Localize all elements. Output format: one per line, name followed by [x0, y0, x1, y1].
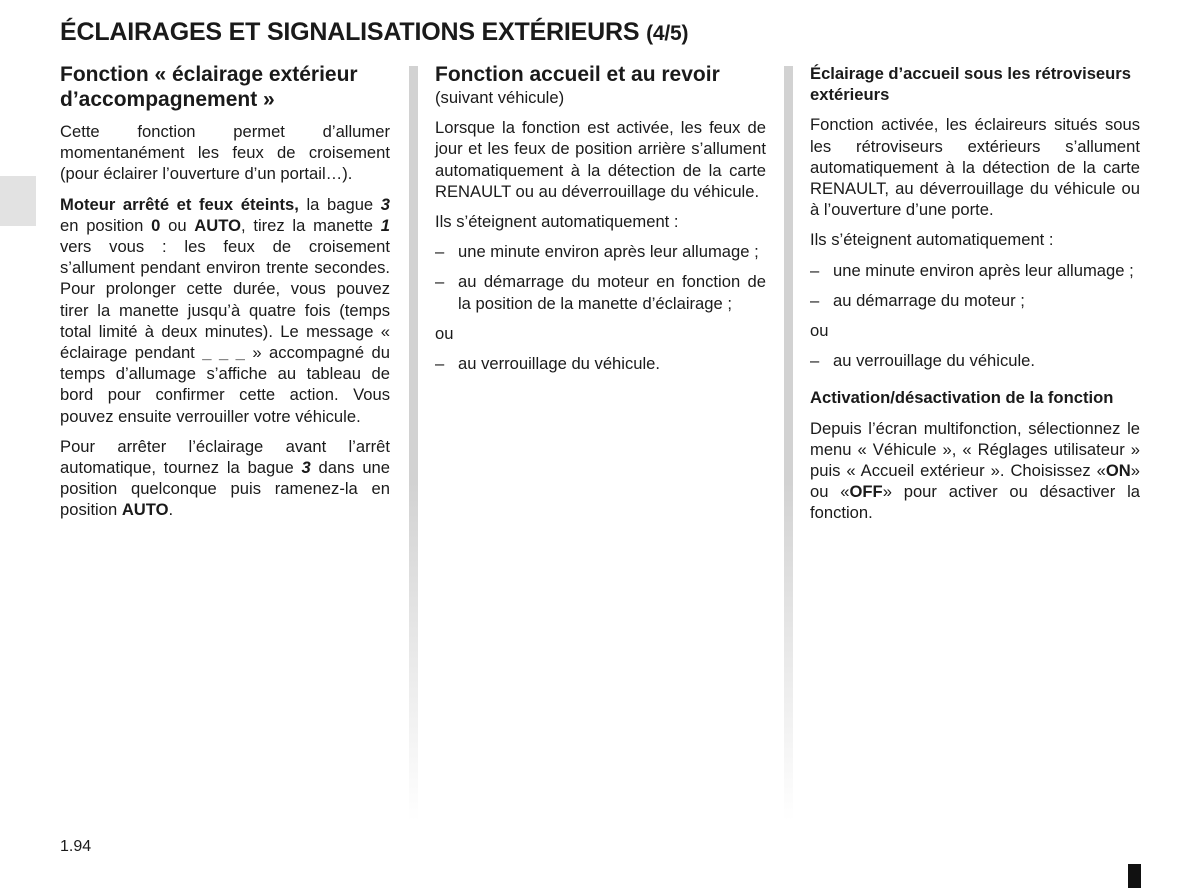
text-fragment: dans une position quelconque puis ramenez-la en position — [60, 458, 390, 520]
column-welcome-goodbye — [435, 62, 766, 383]
section-heading-toggle: Activation/désactivation de la fonction — [810, 388, 1114, 408]
condition-list-alt — [810, 350, 1140, 371]
text-fragment: » accompagné du temps d’allumage s’affiche au tableau de bord pour confirmer cette action. Vous pouvez ensuite verrouiller votre véhicule. — [60, 343, 390, 426]
text-fragment: Pour arrêter l’éclairage avant l’arrêt automatique, tournez la bague — [60, 436, 390, 478]
text-fragment: , tirez la manette — [241, 215, 381, 235]
section-heading-mirror: Éclairage d’accueil sous les rétroviseurs extérieurs — [810, 64, 1131, 105]
text-fragment: la bague — [298, 194, 381, 214]
paragraph-stop — [60, 436, 390, 521]
column-divider-right — [784, 66, 793, 821]
paragraph-toggle — [810, 418, 1140, 524]
or-connector: ou — [435, 323, 454, 343]
ring-ref: 3 — [301, 458, 311, 478]
option-on: ON — [1105, 461, 1131, 481]
list-item: – au verrouillage du véhicule. — [810, 350, 1140, 371]
position-zero: 0 — [151, 215, 161, 235]
page-title-text: ÉCLAIRAGES ET SIGNALISATIONS EXTÉRIEURS — [60, 18, 640, 46]
list-item: – au démarrage du moteur en fonction de la position de la manette d’éclairage ; — [435, 271, 766, 313]
page-title-count: (4/5) — [646, 22, 689, 45]
list-item: – une minute environ après leur allumage ; — [810, 260, 1140, 281]
text-fragment: en position — [60, 215, 152, 235]
paragraph-auto-off: Ils s’éteignent automatiquement : — [810, 230, 1054, 250]
procedure-lead: Moteur arrêté et feux éteints, — [60, 194, 299, 214]
section-heading-welcome: Fonction accueil et au revoir — [435, 63, 720, 86]
position-auto: AUTO — [121, 500, 169, 520]
page-number: 1.94 — [60, 838, 92, 855]
condition-list-alt — [435, 353, 766, 374]
option-off: OFF — [849, 482, 883, 502]
paragraph-mirror-activation: Fonction activée, les éclaireurs situés sous les rétroviseurs extérieurs s’allument automatiquement à la détection de la carte RENAULT, au déverrouillage du véhicule ou à l’ouverture d’une porte. — [810, 115, 1140, 220]
list-item: – au verrouillage du véhicule. — [435, 353, 766, 374]
condition-list — [810, 260, 1140, 311]
chapter-tab-marker — [0, 176, 36, 226]
paragraph-auto-off: Ils s’éteignent automatiquement : — [435, 212, 679, 232]
lever-ref: 1 — [380, 215, 390, 235]
list-item: – une minute environ après leur allumage ; — [435, 241, 766, 262]
text-fragment: » ou « — [810, 461, 1140, 502]
text-fragment: » pour activer ou désactiver la fonction. — [810, 482, 1141, 523]
duration-blank: _ _ _ — [202, 343, 245, 363]
text-fragment: Depuis l’écran multifonction, sélectionnez le menu « Véhicule », « Réglages utilisateur » puis « Accueil extérieur ». Choisissez « — [810, 418, 1140, 481]
position-auto: AUTO — [194, 215, 241, 235]
column-accompaniment-lighting — [60, 62, 390, 530]
column-mirror-lighting — [810, 62, 1140, 533]
text-fragment: vers vous : les feux de croisement s’allument pendant environ trente secondes. Pour prolonger cette durée, vous pouvez tirer la manette jusqu’à quatre fois (temps total limité à deux minutes). Le message « éclairage pendant — [60, 237, 390, 363]
page-edge-marker — [1128, 864, 1141, 888]
text-fragment: ou — [160, 215, 195, 235]
paragraph-intro: Cette fonction permet d’allumer momentanément les feux de croisement (pour éclairer l’ouverture d’un portail…). — [60, 122, 390, 184]
page-title — [60, 18, 688, 47]
section-subheading: (suivant véhicule) — [435, 88, 565, 107]
list-item: – au démarrage du moteur ; — [810, 290, 1140, 311]
section-heading-accompaniment: Fonction « éclairage extérieur d’accompagnement » — [60, 63, 358, 111]
ring-ref: 3 — [380, 194, 391, 214]
text-fragment: . — [168, 500, 174, 520]
condition-list — [435, 241, 766, 314]
paragraph-procedure — [60, 194, 390, 427]
column-divider-left — [409, 66, 418, 821]
paragraph-activation: Lorsque la fonction est activée, les feux de jour et les feux de position arrière s’allument automatiquement à la détection de la carte RENAULT ou au déverrouillage du véhicule. — [435, 118, 766, 201]
or-connector: ou — [810, 321, 829, 341]
